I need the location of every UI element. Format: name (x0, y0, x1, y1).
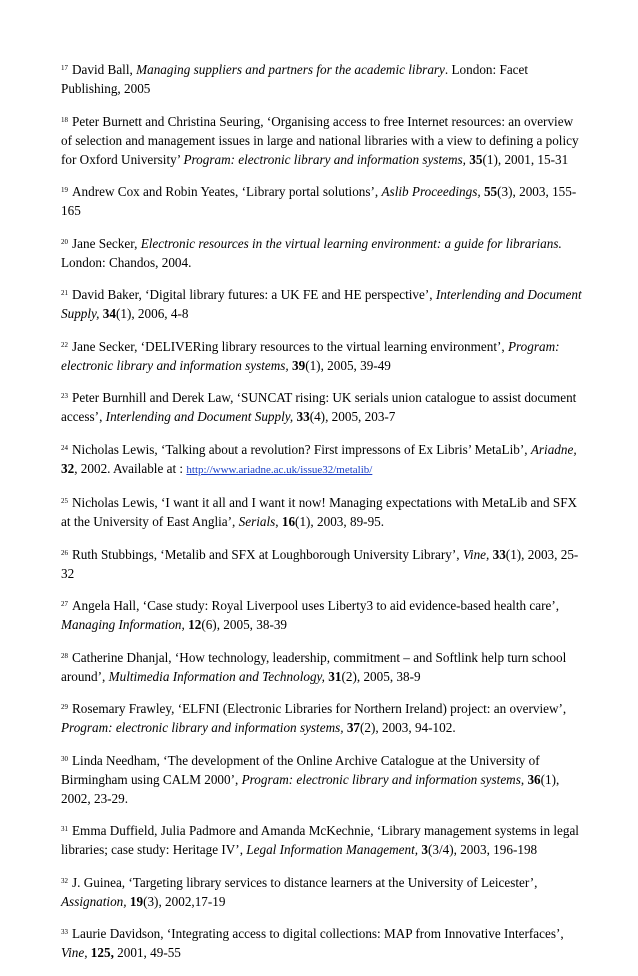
citation-text: Laurie Davidson, ‘Integrating access to digital collections: MAP from Innovative Interfaces’, (72, 926, 564, 941)
endnote-29 (61, 699, 583, 737)
citation-text: , (84, 945, 91, 960)
citation-text: (2), 2005, 38-9 (341, 668, 421, 684)
endnote-number: 27 (61, 600, 68, 608)
publication-title: Program: electronic library and information systems, (61, 338, 560, 373)
publication-title: Managing suppliers and partners for the academic library (136, 62, 445, 77)
volume-number: 31 (328, 668, 342, 684)
endnote-20 (61, 234, 583, 272)
citation-text: David Baker, ‘Digital library futures: a UK FE and HE perspective’, (72, 287, 436, 302)
endnote-33 (61, 924, 583, 962)
volume-number: 12 (188, 617, 202, 632)
citation-text: (1), 2002, 23-29. (61, 771, 560, 806)
citation-text: (1), 2001, 15-31 (482, 151, 569, 167)
endnote-number: 32 (61, 876, 68, 885)
publication-title: Aslib Proceedings, (381, 184, 481, 199)
endnote-31 (61, 821, 583, 859)
publication-title: Ariadne, (530, 441, 577, 457)
endnote-number: 24 (61, 443, 68, 452)
publication-title: Interlending and Document Supply, (61, 287, 582, 321)
citation-text: Catherine Dhanjal, ‘How technology, leadership, commitment – and Softlink help turn school around’, (61, 649, 567, 684)
endnote-number: 31 (61, 825, 68, 833)
citation-text: J. Guinea, ‘Targeting library services to distance learners at the University of Leicester’, (72, 874, 538, 890)
endnote-23 (61, 388, 583, 426)
volume-number: 125, (90, 945, 114, 960)
volume-number: 37 (346, 720, 361, 735)
citation-text: David Ball, (72, 62, 137, 77)
volume-number: 34 (102, 306, 116, 321)
citation-text: (3), 2002,17-19 (143, 893, 226, 909)
citation-text: Emma Duffield, Julia Padmore and Amanda McKechnie, ‘Library management systems in legal libraries; case study: Heritage IV’, (61, 823, 579, 857)
endnote-number: 19 (61, 186, 68, 194)
citation-text: Jane Secker, (72, 235, 141, 251)
publication-title: Multimedia Information and Technology, (108, 668, 325, 684)
volume-number: 19 (129, 893, 144, 909)
endnote-number: 30 (61, 754, 68, 763)
endnote-19 (61, 182, 583, 220)
publication-title: Program: electronic library and information systems (241, 771, 521, 787)
citation-text: (1), 2005, 39-49 (305, 357, 391, 373)
publication-title: Interlending and Document Supply, (105, 409, 294, 424)
citation-text: Rosemary Frawley, ‘ELFNI (Electronic Libraries for Northern Ireland) project: an overview’, (72, 701, 567, 716)
citation-text: , (275, 514, 282, 529)
endnote-number: 20 (61, 237, 68, 246)
publication-title: Assignation, (61, 893, 127, 909)
publication-title: Program: electronic library and information systems, (183, 151, 466, 167)
volume-number: 35 (469, 151, 483, 167)
endnote-30 (61, 751, 583, 808)
endnote-number: 29 (61, 703, 68, 711)
citation-text: Peter Burnett and Christina Seuring, ‘Organising access to free Internet resources: an overview of selection and management issues in large and national libraries with a view to defining a policy for Oxford University’ (61, 113, 579, 167)
citation-text: Nicholas Lewis, ‘I want it all and I want it now! Managing expectations with MetaLib and SFX at the University of East Anglia’, (61, 495, 578, 529)
endnote-22 (61, 337, 583, 375)
volume-number: 33 (492, 546, 506, 562)
endnote-32 (61, 873, 583, 911)
endnote-26 (61, 545, 583, 583)
volume-number: 3 (421, 842, 428, 857)
endnote-number: 22 (61, 340, 68, 349)
endnote-25 (61, 493, 583, 531)
endnotes-list (61, 60, 583, 976)
citation-text: (6), 2005, 38-39 (201, 617, 288, 632)
volume-number: 16 (281, 514, 296, 529)
volume-number: 55 (483, 184, 498, 199)
endnote-number: 25 (61, 497, 68, 505)
volume-number: 36 (527, 771, 541, 787)
publication-title: Managing Information, (61, 617, 185, 632)
citation-text: (3/4), 2003, 196-198 (427, 842, 538, 857)
endnote-number: 18 (61, 115, 68, 124)
volume-number: 33 (296, 409, 310, 424)
citation-text: (1), 2006, 4-8 (115, 306, 189, 321)
endnote-number: 28 (61, 651, 68, 660)
volume-number: 39 (292, 357, 306, 373)
publication-title: Electronic resources in the virtual learning environment: a guide for librarians. (140, 235, 562, 251)
endnote-21 (61, 285, 583, 323)
endnote-number: 21 (61, 289, 68, 297)
endnote-28 (61, 648, 583, 686)
endnote-number: 17 (61, 64, 68, 72)
citation-text: (1), 2003, 89-95. (295, 514, 385, 529)
citation-text: . London: Facet Publishing, 2005 (61, 62, 529, 96)
citation-text: Andrew Cox and Robin Yeates, ‘Library portal solutions’, (72, 184, 382, 199)
publication-title: Program: electronic library and information systems, (61, 720, 344, 735)
citation-text: 2001, 49-55 (113, 945, 181, 960)
citation-text: (2), 2003, 94-102. (360, 720, 456, 735)
citation-text: (4), 2005, 203-7 (309, 409, 396, 424)
citation-text: Angela Hall, ‘Case study: Royal Liverpool uses Liberty3 to aid evidence-based health care’, (72, 598, 560, 613)
volume-number: 32 (61, 460, 75, 476)
endnote-number: 26 (61, 548, 68, 557)
publication-title: Vine, (462, 546, 490, 562)
citation-text: (3), 2003, 155-165 (61, 184, 577, 218)
endnote-18 (61, 112, 583, 169)
reference-link[interactable]: http://www.ariadne.ac.uk/issue32/metalib/ (186, 463, 373, 476)
publication-title: Serials (238, 514, 276, 529)
publication-title: Legal Information Management, (246, 842, 419, 857)
endnote-27 (61, 596, 583, 634)
citation-text: London: Chandos, 2004. (61, 254, 192, 270)
citation-text: Jane Secker, ‘DELIVERing library resources to the virtual learning environment’, (72, 338, 508, 354)
endnote-17 (61, 60, 583, 98)
citation-text: Ruth Stubbings, ‘Metalib and SFX at Loughborough University Library’, (72, 546, 463, 562)
citation-text: , 2002. Available at : (74, 460, 187, 476)
citation-text: (1), 2003, 25-32 (61, 546, 579, 581)
endnote-number: 33 (61, 928, 68, 936)
citation-text: Nicholas Lewis, ‘Talking about a revolution? First impressons of Ex Libris’ MetaLib’, (72, 441, 531, 457)
citation-text: Peter Burnhill and Derek Law, ‘SUNCAT rising: UK serials union catalogue to assist document access’, (61, 390, 577, 424)
endnote-24 (61, 440, 583, 480)
citation-text: Linda Needham, ‘The development of the Online Archive Catalogue at the University of Birmingham using CALM 2000’, (61, 752, 540, 787)
citation-text: , (520, 771, 528, 787)
publication-title: Vine (61, 945, 85, 960)
endnote-number: 23 (61, 392, 68, 400)
